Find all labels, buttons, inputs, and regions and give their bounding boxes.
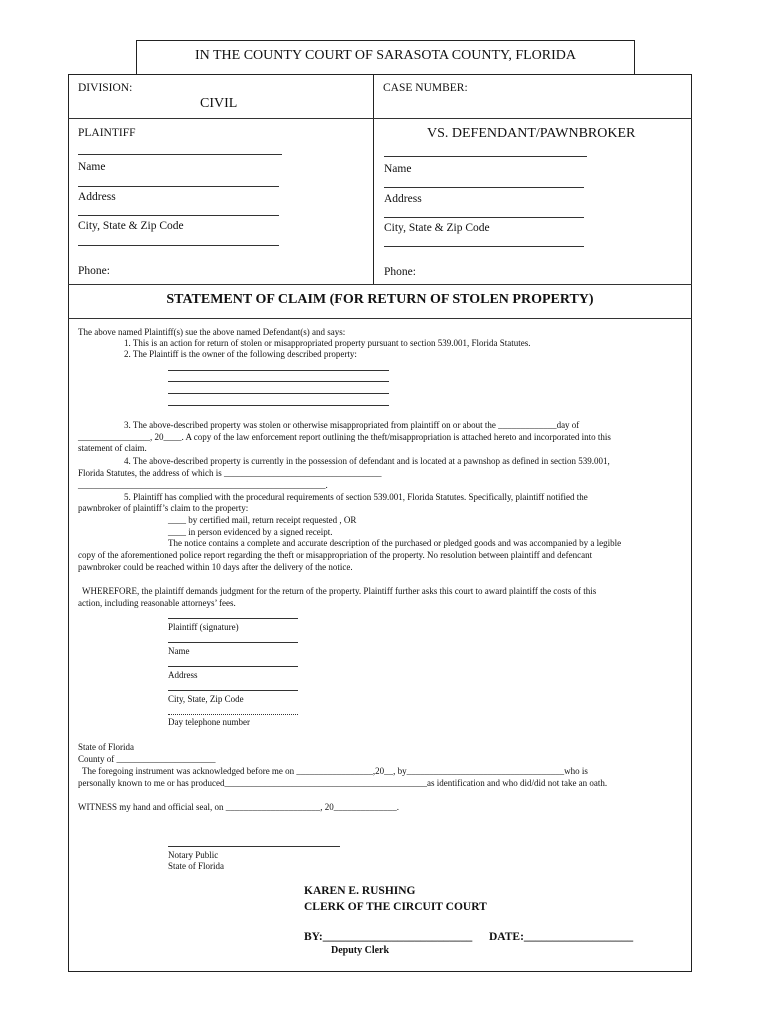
signature-label: Plaintiff (signature) — [168, 622, 239, 632]
signature-line[interactable] — [168, 618, 298, 619]
notary-public-state: State of Florida — [168, 861, 224, 871]
notary-county: County of ______________________ — [78, 754, 216, 764]
division-label: DIVISION: — [78, 82, 133, 94]
defendant-heading: VS. DEFENDANT/PAWNBROKER — [427, 126, 636, 141]
statement-title: STATEMENT OF CLAIM (FOR RETURN OF STOLEN PROPERTY) — [166, 292, 594, 307]
row-divider — [68, 318, 692, 319]
defendant-address-label: Address — [384, 193, 422, 205]
wherefore-line-b: action, including reasonable attorneys’ fees. — [78, 598, 236, 608]
plaintiff-city-label: City, State & Zip Code — [78, 220, 184, 232]
sig-phone-label: Day telephone number — [168, 717, 250, 727]
option-in-person[interactable]: ____ in person evidenced by a signed receipt. — [168, 527, 333, 537]
clerk-date-field[interactable]: DATE:___________________ — [489, 931, 634, 943]
plaintiff-line-3[interactable] — [78, 215, 279, 216]
item-4-line-b: Florida Statutes, the address of which is ___________________________________ — [78, 468, 382, 478]
intro-text: The above named Plaintiff(s) sue the above named Defendant(s) and says: — [78, 327, 346, 337]
row-divider — [68, 284, 692, 285]
defendant-name-label: Name — [384, 163, 412, 175]
item-3-line-b: ________________, 20____. A copy of the law enforcement report outlining the theft/misappropriation is attached hereto and incorporated into this — [78, 432, 611, 442]
defendant-city-label: City, State & Zip Code — [384, 222, 490, 234]
court-title: IN THE COUNTY COURT OF SARASOTA COUNTY, FLORIDA — [194, 48, 576, 63]
property-line-4[interactable] — [168, 405, 389, 406]
defendant-line-4[interactable] — [384, 246, 584, 247]
notary-ack-line-a: The foregoing instrument was acknowledged before me on _________________,20__, by___________________________________who is — [82, 766, 588, 776]
sig-phone-line[interactable] — [168, 714, 298, 715]
notary-state: State of Florida — [78, 742, 134, 752]
notary-public-label: Notary Public — [168, 850, 219, 860]
notice-line-b: copy of the aforementioned police report regarding the theft or misappropriation of the property. No resolution between plaintiff and defencant — [78, 550, 593, 560]
sig-name-line[interactable] — [168, 642, 298, 643]
wherefore-line-a: WHEREFORE, the plaintiff demands judgment for the return of the property. Plaintiff further asks this court to award plaintiff the costs of this — [82, 586, 597, 596]
item-1: 1. This is an action for return of stolen or misappropriated property pursuant to section 539.001, Florida Statutes. — [124, 338, 531, 348]
item-5-line-b: pawnbroker of plaintiff’s claim to the property: — [78, 503, 249, 513]
option-certified-mail[interactable]: ____ by certified mail, return receipt requested , OR — [168, 515, 357, 525]
division-value: CIVIL — [200, 96, 238, 111]
item-2: 2. The Plaintiff is the owner of the following described property: — [124, 349, 357, 359]
deputy-clerk-label: Deputy Clerk — [331, 945, 390, 956]
plaintiff-address-label: Address — [78, 191, 116, 203]
sig-address-label: Address — [168, 670, 198, 680]
row-divider — [68, 118, 692, 119]
plaintiff-line-1[interactable] — [78, 154, 282, 155]
property-line-2[interactable] — [168, 381, 389, 382]
plaintiff-name-label: Name — [78, 161, 106, 173]
clerk-title: CLERK OF THE CIRCUIT COURT — [304, 901, 487, 913]
item-4-line-c: _______________________________________________________. — [78, 480, 328, 490]
notary-signature-line[interactable] — [168, 846, 340, 847]
sig-city-label: City, State, Zip Code — [168, 694, 244, 704]
notary-ack-line-b: personally known to me or has produced_____________________________________________as identification and who did/did not take an oath. — [78, 778, 608, 788]
case-number-label: CASE NUMBER: — [383, 82, 468, 94]
defendant-phone-label: Phone: — [384, 266, 416, 278]
defendant-line-3[interactable] — [384, 217, 584, 218]
plaintiff-line-4[interactable] — [78, 245, 279, 246]
plaintiff-line-2[interactable] — [78, 186, 279, 187]
clerk-by-field[interactable]: BY:__________________________ — [304, 931, 473, 943]
defendant-line-2[interactable] — [384, 187, 584, 188]
item-3-line-a: 3. The above-described property was stolen or otherwise misappropriated from plaintiff on or about the _____________day of — [124, 420, 580, 430]
property-line-1[interactable] — [168, 370, 389, 371]
column-divider — [373, 74, 374, 284]
sig-city-line[interactable] — [168, 690, 298, 691]
sig-name-label: Name — [168, 646, 190, 656]
notice-line-c: pawnbroker could be reached within 10 days after the delivery of the notice. — [78, 562, 353, 572]
form-frame — [68, 74, 692, 972]
clerk-name: KAREN E. RUSHING — [304, 885, 416, 897]
item-4-line-a: 4. The above-described property is currently in the possession of defendant and is located at a pawnshop as defined in section 539.001, — [124, 456, 610, 466]
property-line-3[interactable] — [168, 393, 389, 394]
plaintiff-heading: PLAINTIFF — [78, 127, 136, 139]
plaintiff-phone-label: Phone: — [78, 265, 110, 277]
witness-line: WITNESS my hand and official seal, on _____________________, 20______________. — [78, 802, 400, 812]
defendant-line-1[interactable] — [384, 156, 587, 157]
sig-address-line[interactable] — [168, 666, 298, 667]
item-3-line-c: statement of claim. — [78, 443, 147, 453]
notice-line-a: The notice contains a complete and accurate description of the purchased or pledged goods and was accompanied by a legible — [168, 538, 622, 548]
item-5-line-a: 5. Plaintiff has complied with the procedural requirements of section 539.001, Florida Statutes. Specifically, plaintiff notified the — [124, 492, 588, 502]
